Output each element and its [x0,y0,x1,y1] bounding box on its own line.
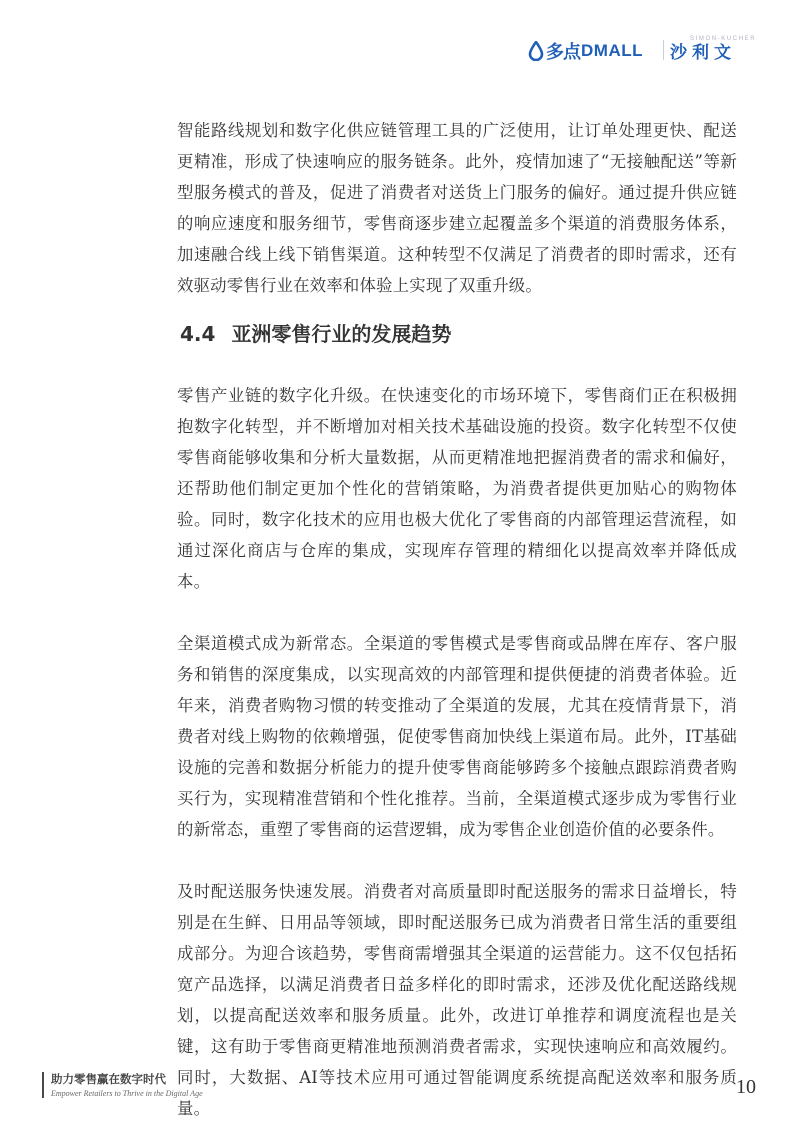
main-content [177,115,737,1124]
header-logos [528,36,758,66]
section-heading [180,318,451,347]
intro-paragraph: 智能路线规划和数字化供应链管理工具的广泛使用，让订单处理更快、配送更精准，形成了快速响应的服务链条。此外，疫情加速了“无接触配送”等新型服务模式的普及，促进了消费者对送货上门服务的偏好。通过提升供应链的响应速度和服务细节，零售商逐步建立起覆盖多个渠道的消费服务体系，加速融合线上线下销售渠道。这种转型不仅满足了消费者的即时需求，还有效驱动零售行业在效率和体验上实现了双重升级。 [177,121,737,295]
water-drop-icon [528,41,544,61]
page-number: 10 [736,1076,756,1098]
paragraph-omnichannel: 全渠道模式成为新常态。全渠道的零售模式是零售商或品牌在库存、客户服务和销售的深度集成，以实现高效的内部管理和提供便捷的消费者体验。近年来，消费者购物习惯的转变推动了全渠道的发展，尤其在疫情背景下，消费者对线上购物的依赖增强，促使零售商加快线上渠道布局。此外，IT基础设施的完善和数据分析能力的提升使零售商能够跨多个接触点跟踪消费者购买行为，实现精准营销和个性化推荐。当前，全渠道模式逐步成为零售行业的新常态，重塑了零售商的运营逻辑，成为零售企业创造价值的必要条件。 [177,634,737,839]
section-title: 亚洲零售行业的发展趋势 [231,322,452,346]
simon-kucher-logo [670,36,756,63]
paragraph-gap [177,845,737,876]
footer-subtitle: Empower Retailers to Thrive in the Digital Age [51,1089,203,1098]
logo-divider [663,40,664,60]
dmall-logo-en: DMALL [581,41,643,60]
dmall-logo [528,38,643,64]
dmall-logo-cn: 多点 [546,42,580,63]
paragraph-gap [177,597,737,628]
simon-logo-cn: 沙利文 [670,43,736,63]
paragraph-digital-upgrade: 零售产业链的数字化升级。在快速变化的市场环境下，零售商们正在积极拥抱数字化转型，并不断增加对相关技术基础设施的投资。数字化转型不仅使零售商能够收集和分析大量数据，从而更精准地把握消费者的需求和偏好，还帮助他们制定更加个性化的营销策略，为消费者提供更加贴心的购物体验。同时，数字化技术的应用也极大优化了零售商的内部管理运营流程，如通过深化商店与仓库的集成，实现库存管理的精细化以提高效率并降低成本。 [177,386,737,591]
footer-accent-bar [42,1072,44,1098]
paragraph-instant-delivery: 及时配送服务快速发展。消费者对高质量即时配送服务的需求日益增长，特别是在生鲜、日用品等领域，即时配送服务已成为消费者日常生活的重要组成部分。为迎合该趋势，零售商需增强其全渠道的运营能力。这不仅包括拓宽产品选择，以满足消费者日益多样化的即时需求，还涉及优化配送路线规划，以提高配送效率和服务质量。此外，改进订单推荐和调度流程也是关键，这有助于零售商更精准地预测消费者需求，实现快速响应和高效履约。同时，大数据、AI等技术应用可通过智能调度系统提高配送效率和服务质量。 [177,882,737,1118]
footer-title: 助力零售赢在数字时代 [51,1072,166,1086]
simon-logo-tag: SIMON-KUCHER [690,36,757,42]
section-number: 4.4 [180,322,216,346]
